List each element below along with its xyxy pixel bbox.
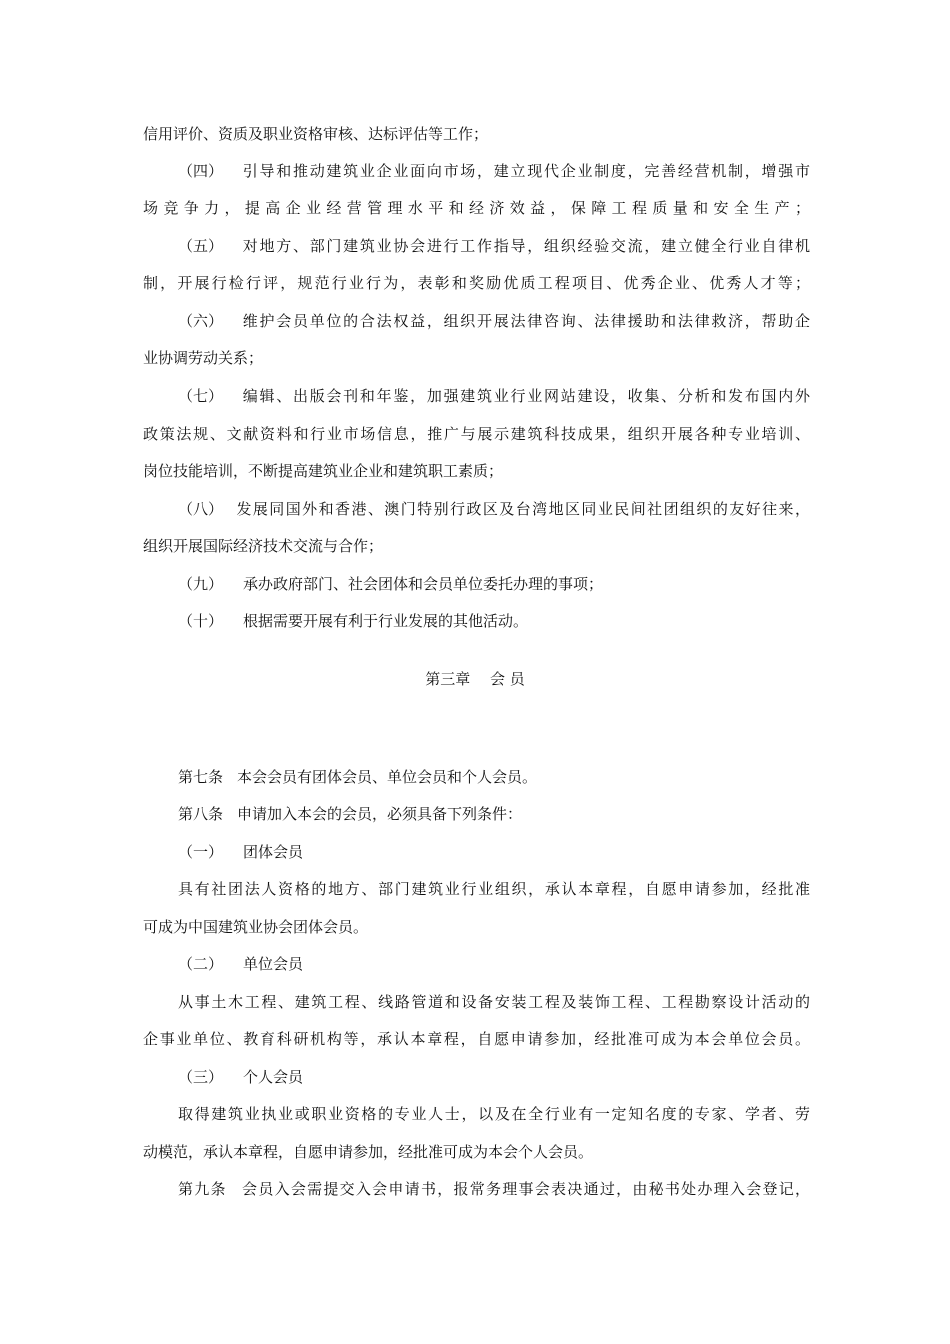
chapter-title: 第三章 会 员 — [425, 670, 525, 688]
item-number: （二） — [178, 955, 224, 973]
item-6-line: （六） 维护会员单位的合法权益，组织开展法律咨询、法律援助和法律救济，帮助企 — [178, 312, 810, 330]
text-line: 从事土木工程、建筑工程、线路管道和设备安装工程及装饰工程、工程勘察设计活动的 — [178, 993, 810, 1011]
item-number: （三） — [178, 1068, 224, 1086]
text-line: 业协调劳动关系； — [143, 349, 264, 367]
text-line: 企事业单位、教育科研机构等，承认本章程，自愿申请参加，经批准可成为本会单位会员。 — [143, 1030, 810, 1048]
condition-2-heading: （二） 单位会员 — [178, 955, 304, 973]
text-line: 动模范，承认本章程，自愿申请参加，经批准可成为本会个人会员。 — [143, 1143, 594, 1161]
article-number: 第八条 — [178, 805, 224, 823]
article-9-line: 第九条 会员入会需提交入会申请书，报常务理事会表决通过，由秘书处办理入会登记， — [178, 1180, 810, 1198]
text-line: 岗位技能培训，不断提高建筑业企业和建筑职工素质； — [143, 462, 504, 480]
item-number: （六） — [178, 312, 224, 330]
item-number: （十） — [178, 612, 224, 630]
text-line: 具有社团法人资格的地方、部门建筑业行业组织，承认本章程，自愿申请参加，经批准 — [178, 880, 810, 898]
text-line: 组织开展国际经济技术交流与合作； — [143, 537, 384, 555]
text-line: 政策法规、文献资料和行业市场信息，推广与展示建筑科技成果，组织开展各种专业培训、 — [143, 425, 810, 443]
text-line: 可成为中国建筑业协会团体会员。 — [143, 918, 369, 936]
item-number: （八） — [178, 500, 224, 518]
text-line: 取得建筑业执业或职业资格的专业人士，以及在全行业有一定知名度的专家、学者、劳 — [178, 1105, 810, 1123]
item-number: （七） — [178, 387, 224, 405]
item-number: （五） — [178, 237, 224, 255]
article-number: 第九条 — [178, 1180, 227, 1198]
condition-3-heading: （三） 个人会员 — [178, 1068, 304, 1086]
item-number: （九） — [178, 575, 224, 593]
item-8-line: （八） 发展同国外和香港、澳门特别行政区及台湾地区同业民间社团组织的友好往来， — [178, 500, 810, 518]
item-9-line: （九） 承办政府部门、社会团体和会员单位委托办理的事项； — [178, 575, 604, 593]
condition-1-heading: （一） 团体会员 — [178, 843, 304, 861]
text-line: 信用评价、资质及职业资格审核、达标评估等工作； — [143, 125, 489, 143]
item-10-line: （十） 根据需要开展有利于行业发展的其他活动。 — [178, 612, 529, 630]
text-line: 制，开展行检行评，规范行业行为，表彰和奖励优质工程项目、优秀企业、优秀人才等； — [143, 274, 810, 292]
item-number: （一） — [178, 843, 224, 861]
article-7-line: 第七条 本会会员有团体会员、单位会员和个人会员。 — [178, 768, 538, 786]
item-number: （四） — [178, 162, 224, 180]
text-line: 场竞争力，提高企业经营管理水平和经济效益，保障工程质量和安全生产； — [143, 199, 810, 217]
article-8-line: 第八条 申请加入本会的会员，必须具备下列条件： — [178, 805, 523, 823]
article-number: 第七条 — [178, 768, 224, 786]
item-7-line: （七） 编辑、出版会刊和年鉴，加强建筑业行业网站建设，收集、分析和发布国内外 — [178, 387, 810, 405]
item-4-line: （四） 引导和推动建筑业企业面向市场，建立现代企业制度，完善经营机制，增强市 — [178, 162, 810, 180]
item-5-line: （五） 对地方、部门建筑业协会进行工作指导，组织经验交流，建立健全行业自律机 — [178, 237, 810, 255]
